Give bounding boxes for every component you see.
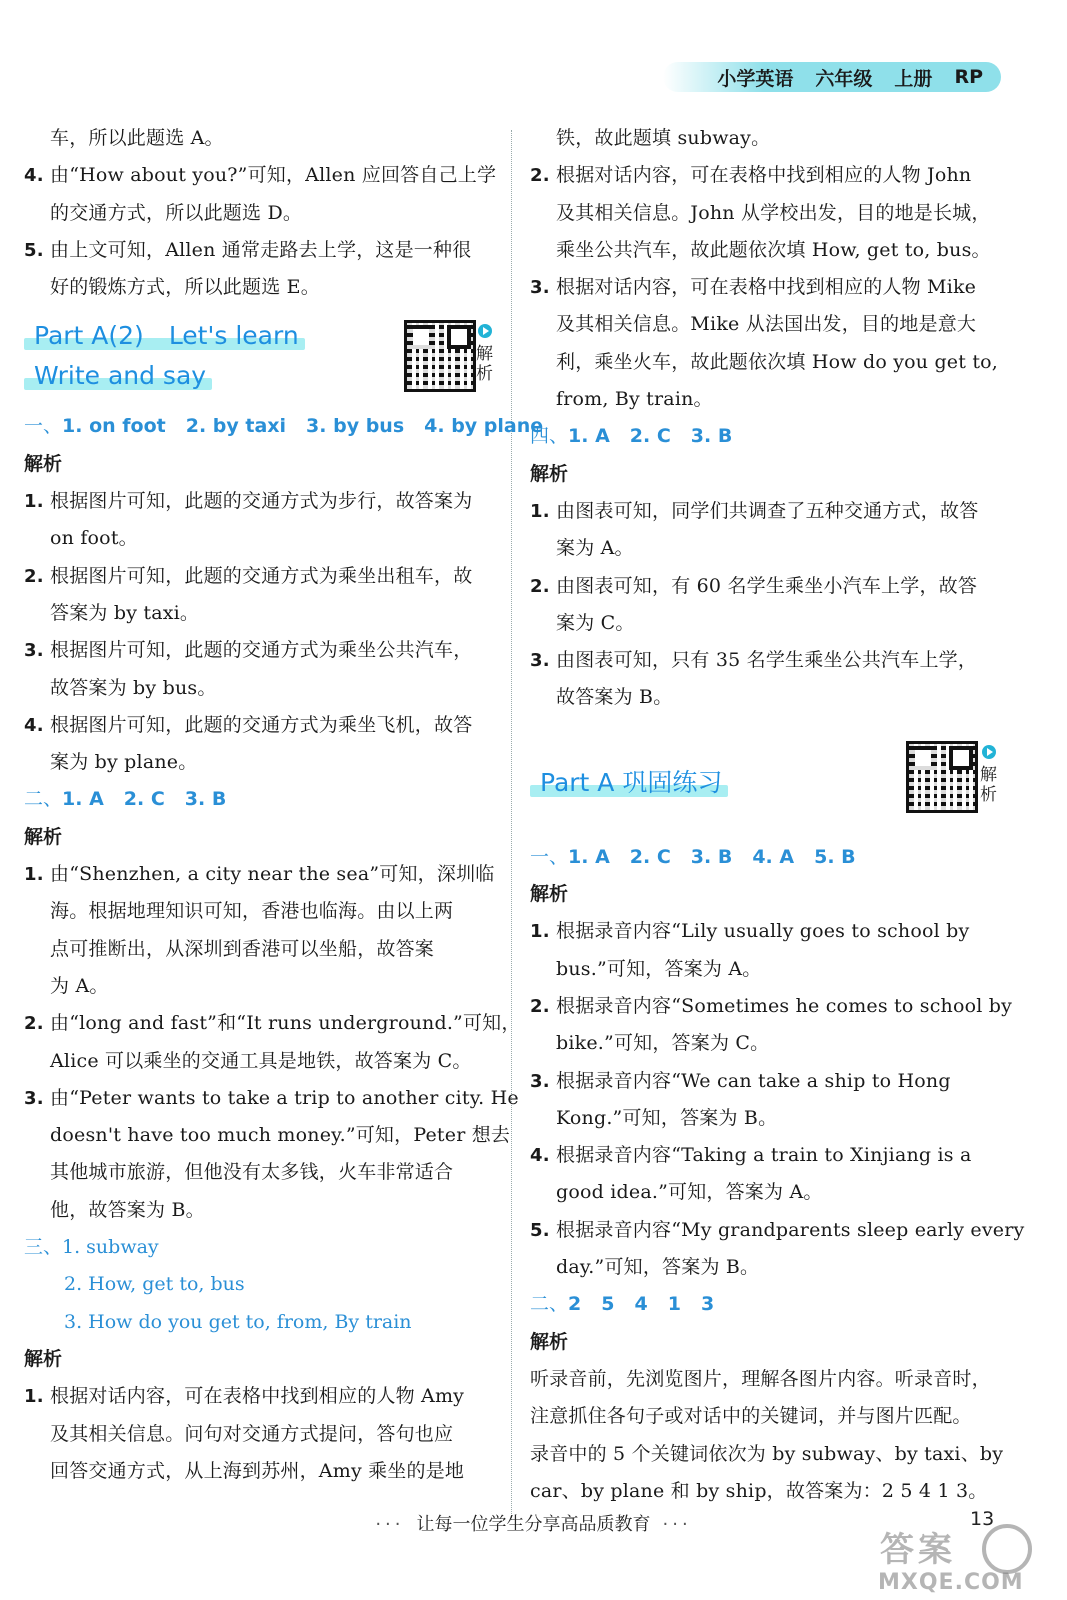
answer-item: 4. by plane — [424, 415, 544, 438]
answer-item: 3. B — [690, 845, 733, 868]
text-line — [24, 595, 499, 632]
right-lines-b — [530, 913, 1025, 1286]
text-line — [530, 381, 1005, 418]
answer-row-1 — [24, 408, 544, 445]
footer-slogan-text: 让每一位学生分享高品质教育 — [416, 1514, 651, 1535]
line-text: 及其相关信息。问句对交通方式提问，答句也应 — [50, 1422, 454, 1445]
left-lines-top — [24, 120, 499, 306]
text-line — [530, 1398, 1005, 1435]
line-text: 由图表可知，同学们共调查了五种交通方式，故答 — [556, 499, 979, 522]
footer-dots-right: ··· — [662, 1514, 692, 1535]
line-text: 海。根据地理知识可知，香港也临海。由以上两 — [50, 900, 454, 923]
text-line — [530, 1473, 1005, 1510]
answer-section-number: 二、 — [530, 1293, 569, 1316]
line-text: 根据对话内容，可在表格中找到相应的人物 Amy — [50, 1385, 465, 1408]
answer-item: 1. A — [568, 845, 610, 868]
qr-code[interactable] — [906, 741, 978, 813]
column-divider — [511, 130, 512, 1520]
answer-item: 5 — [601, 1293, 615, 1316]
qr-label: 解析 — [476, 344, 493, 385]
text-line — [530, 605, 1005, 642]
text-line — [24, 1005, 521, 1042]
answer-section-number: 二、 — [24, 788, 63, 811]
item-number: 3. — [530, 277, 550, 299]
line-text: 注意抓住各句子或对话中的关键词，并与图片匹配。 — [530, 1405, 972, 1428]
answer-items — [568, 846, 856, 868]
line-text: 乘坐公共汽车，故此题依次填 How, get to, bus。 — [556, 238, 991, 261]
jiexi-heading: 解析 — [24, 452, 63, 475]
text-line — [24, 1453, 499, 1490]
left-lines-a — [24, 483, 499, 781]
line-text: 的交通方式，所以此题选 D。 — [50, 201, 303, 224]
item-number: 1. — [24, 864, 44, 886]
jiexi-heading: 解析 — [530, 883, 569, 906]
text-line — [24, 744, 499, 781]
text-line — [530, 913, 1005, 950]
item-number: 3. — [530, 1070, 550, 1092]
line-text: 根据录音内容“We can take a ship to Hong — [556, 1069, 951, 1092]
answer-items — [62, 415, 543, 437]
text-line — [530, 1174, 1005, 1211]
left-column — [24, 120, 544, 1490]
section-title-line: Part A 巩固练习 — [530, 763, 728, 803]
text-line — [530, 988, 1013, 1025]
line-text: Alice 可以乘坐的交通工具是地铁，故答案为 C。 — [50, 1049, 472, 1072]
answer-items — [568, 425, 732, 447]
section-title-part-a-review — [530, 757, 1005, 813]
item-number: 2. — [530, 995, 550, 1017]
text-line — [530, 1025, 1005, 1062]
text-line — [24, 968, 499, 1005]
line-text: 他，故答案为 B。 — [50, 1198, 205, 1221]
qr-label: 解析 — [980, 764, 997, 805]
answer-section-number: 四、 — [530, 425, 569, 448]
footer-dots-left: ··· — [375, 1514, 405, 1535]
line-text: 根据录音内容“Lily usually goes to school by — [556, 920, 970, 943]
header-grade: 六年级 — [815, 67, 873, 90]
text-line — [530, 120, 1005, 157]
line-text: 录音中的 5 个关键词依次为 by subway、by taxi、by — [530, 1442, 1004, 1465]
answer-item: 2. C — [123, 788, 165, 811]
item-number: 3. — [24, 1087, 44, 1109]
left-lines-c — [24, 1378, 499, 1490]
answer-item: 1. A — [568, 425, 610, 448]
text-line — [530, 195, 1005, 232]
answer-row-4 — [530, 418, 1005, 455]
line-text: good idea.”可知，答案为 A。 — [556, 1181, 823, 1204]
jiexi-heading: 解析 — [24, 825, 63, 848]
line-text: 及其相关信息。John 从学校出发，目的地是长城， — [556, 201, 991, 224]
answer-item: 1. A — [62, 788, 104, 811]
line-text: 根据录音内容“Taking a train to Xinjiang is a — [556, 1144, 972, 1167]
item-number: 5. — [530, 1219, 550, 1241]
line-text: 由上文可知，Allen 通常走路去上学，这是一种很 — [50, 238, 472, 261]
text-line — [24, 1378, 499, 1415]
text-line — [24, 931, 499, 968]
text-line — [530, 269, 1005, 306]
right-lines-top — [530, 120, 1005, 418]
line-text: 根据图片可知，此题的交通方式为乘坐公共汽车， — [50, 639, 473, 662]
line-text: 好的锻炼方式，所以此题选 E。 — [50, 276, 320, 299]
text-line — [530, 642, 1005, 679]
answer-item: 1. on foot — [62, 415, 166, 438]
answer-item: 4 — [634, 1293, 648, 1316]
header-subject: 小学英语 — [717, 67, 794, 90]
text-line — [24, 269, 499, 306]
line-text: 听录音前，先浏览图片，理解各图片内容。听录音时， — [530, 1367, 991, 1390]
line-text: bike.”可知，答案为 C。 — [556, 1032, 770, 1055]
line-text: 点可推断出，从深圳到香港可以坐船，故答案 — [50, 937, 435, 960]
answer-item: 3. B — [184, 788, 227, 811]
line-text: doesn't have too much money.”可知，Peter 想去 — [50, 1124, 511, 1147]
answer-item: 4. A — [752, 845, 795, 868]
right-column — [530, 120, 1025, 1510]
text-line — [24, 195, 499, 232]
answer-row-r1 — [530, 839, 1005, 876]
play-icon — [982, 745, 996, 759]
right-lines-a — [530, 493, 1005, 717]
answer-item: 3. by bus — [306, 415, 405, 438]
item-number: 1. — [24, 1386, 44, 1408]
answer-item: 1 — [667, 1293, 681, 1316]
answer-row-2 — [24, 781, 499, 818]
line-text: 车，所以此题选 A。 — [50, 127, 224, 149]
text-line — [530, 157, 1005, 194]
item-number: 4. — [24, 714, 44, 736]
text-line — [530, 951, 1005, 988]
answer-item: 5. B — [814, 845, 856, 868]
text-line — [530, 1063, 1005, 1100]
watermark-url: MXQE.COM — [878, 1570, 1024, 1595]
item-number: 3. — [24, 640, 44, 662]
answer-row-3 — [24, 1229, 499, 1266]
line-text: 案为 A。 — [556, 537, 634, 560]
text-line — [24, 1192, 499, 1229]
item-number: 1. — [24, 491, 44, 513]
answer-item: 3. B — [690, 425, 733, 448]
text-line — [530, 493, 1005, 530]
line-text: 由图表可知，有 60 名学生乘坐小汽车上学，故答 — [556, 574, 978, 597]
answer-item: 2. by taxi — [185, 415, 287, 438]
text-line — [24, 120, 499, 157]
line-text: 由“Shenzhen, a city near the sea”可知，深圳临 — [50, 863, 495, 886]
line-text: 铁，故此题填 subway。 — [556, 127, 771, 149]
line-text: car、by plane 和 by ship，故答案为：2 5 4 1 3。 — [530, 1479, 988, 1502]
text-line — [24, 632, 499, 669]
text-line — [24, 1117, 511, 1154]
line-text: day.”可知，答案为 B。 — [556, 1256, 760, 1279]
text-line — [530, 1137, 1005, 1174]
page-number: 13 — [970, 1508, 995, 1530]
item-number: 1. — [530, 921, 550, 943]
answer-item: 2. C — [629, 845, 671, 868]
answer-section-number: 三、 — [24, 1236, 63, 1259]
line-text: on foot。 — [50, 527, 138, 550]
line-text: 由“How about you?”可知，Allen 应回答自己上学 — [50, 164, 497, 187]
item-number: 2. — [530, 165, 550, 187]
watermark-logo — [870, 1520, 1065, 1600]
answer-items — [568, 1293, 714, 1315]
item-number: 3. — [530, 650, 550, 672]
header-volume: 上册 — [894, 67, 933, 90]
answer-item: 2. C — [629, 425, 671, 448]
line-text: 由图表可知，只有 35 名学生乘坐公共汽车上学， — [556, 649, 978, 672]
qr-code[interactable] — [404, 320, 476, 392]
text-line — [24, 893, 499, 930]
text-line — [24, 670, 499, 707]
line-text: 由“long and fast”和“It runs underground.”可知， — [50, 1012, 521, 1035]
item-number: 2. — [24, 1013, 44, 1035]
text-line — [24, 856, 499, 893]
answer-row-3-line-3: 3. How do you get to, from, By train — [64, 1310, 412, 1333]
text-line — [24, 1154, 499, 1191]
text-line — [24, 520, 499, 557]
line-text: bus.”可知，答案为 A。 — [556, 957, 762, 980]
item-number: 4. — [24, 165, 44, 187]
line-text: 答案为 by taxi。 — [50, 601, 200, 624]
watermark-circle — [982, 1524, 1032, 1574]
line-text: 故答案为 B。 — [556, 686, 673, 709]
line-text: 根据录音内容“My grandparents sleep early every — [556, 1218, 1025, 1241]
text-line — [24, 157, 499, 194]
text-line — [530, 1100, 1005, 1137]
text-line — [530, 1249, 1005, 1286]
section-title-line-2: Write and say — [24, 356, 212, 396]
line-text: 及其相关信息。Mike 从法国出发，目的地是意大 — [556, 313, 977, 336]
text-line — [24, 707, 499, 744]
answer-item: 2 — [568, 1293, 582, 1316]
header-edition: RP — [954, 66, 983, 88]
left-lines-b — [24, 856, 521, 1229]
line-text: 根据图片可知，此题的交通方式为乘坐出租车，故 — [50, 564, 473, 587]
item-number: 4. — [530, 1145, 550, 1167]
line-text: 根据录音内容“Sometimes he comes to school by — [556, 994, 1013, 1017]
text-line — [530, 679, 1005, 716]
line-text: 根据对话内容，可在表格中找到相应的人物 John — [556, 164, 972, 187]
line-text: 其他城市旅游，但他没有太多钱，火车非常适合 — [50, 1161, 454, 1184]
section-title-line-1: Part A(2) Let's learn — [24, 316, 305, 356]
answer-row-3-line-2: 2. How, get to, bus — [64, 1273, 245, 1296]
line-text: 案为 C。 — [556, 611, 635, 634]
answer-item: 3 — [700, 1293, 715, 1316]
item-number: 1. — [530, 500, 550, 522]
answer-section-number: 一、 — [530, 845, 569, 868]
line-text: 利，乘坐火车，故此题依次填 How do you get to, — [556, 350, 999, 373]
text-line — [24, 232, 499, 269]
jiexi-heading: 解析 — [530, 1330, 569, 1353]
right-lines-c — [530, 1361, 1005, 1510]
text-line — [530, 232, 1005, 269]
item-number: 2. — [530, 575, 550, 597]
text-line — [24, 1043, 499, 1080]
line-text: from, By train。 — [556, 388, 713, 411]
text-line — [530, 344, 1005, 381]
jiexi-heading: 解析 — [530, 462, 569, 485]
line-text: 回答交通方式，从上海到苏州，Amy 乘坐的是地 — [50, 1459, 465, 1482]
line-text: 由“Peter wants to take a trip to another city. He — [50, 1086, 519, 1109]
text-line — [24, 1080, 519, 1117]
header-band — [663, 62, 1001, 92]
answer-item: 1. subway — [62, 1236, 159, 1259]
item-number: 5. — [24, 239, 44, 261]
line-text: 故答案为 by bus。 — [50, 676, 217, 699]
line-text: 为 A。 — [50, 974, 109, 997]
text-line — [24, 1416, 499, 1453]
answer-items — [62, 788, 226, 810]
text-line — [24, 483, 499, 520]
line-text: 根据图片可知，此题的交通方式为步行，故答案为 — [50, 490, 473, 513]
line-text: 案为 by plane。 — [50, 751, 198, 774]
line-text: 根据对话内容，可在表格中找到相应的人物 Mike — [556, 276, 977, 299]
text-line — [530, 530, 1005, 567]
text-line — [530, 568, 1005, 605]
text-line — [530, 1212, 1025, 1249]
text-line — [530, 1436, 1005, 1473]
jiexi-heading: 解析 — [24, 1347, 63, 1370]
line-text: Kong.”可知，答案为 B。 — [556, 1106, 778, 1129]
text-line — [24, 558, 499, 595]
watermark-text: 答案 — [880, 1530, 956, 1570]
section-title-part-a2 — [24, 316, 499, 402]
line-text: 根据图片可知，此题的交通方式为乘坐飞机，故答 — [50, 713, 473, 736]
item-number: 2. — [24, 565, 44, 587]
text-line — [530, 306, 1005, 343]
text-line — [530, 1361, 1005, 1398]
answer-section-number: 一、 — [24, 415, 63, 438]
answer-row-r2 — [530, 1286, 1005, 1323]
